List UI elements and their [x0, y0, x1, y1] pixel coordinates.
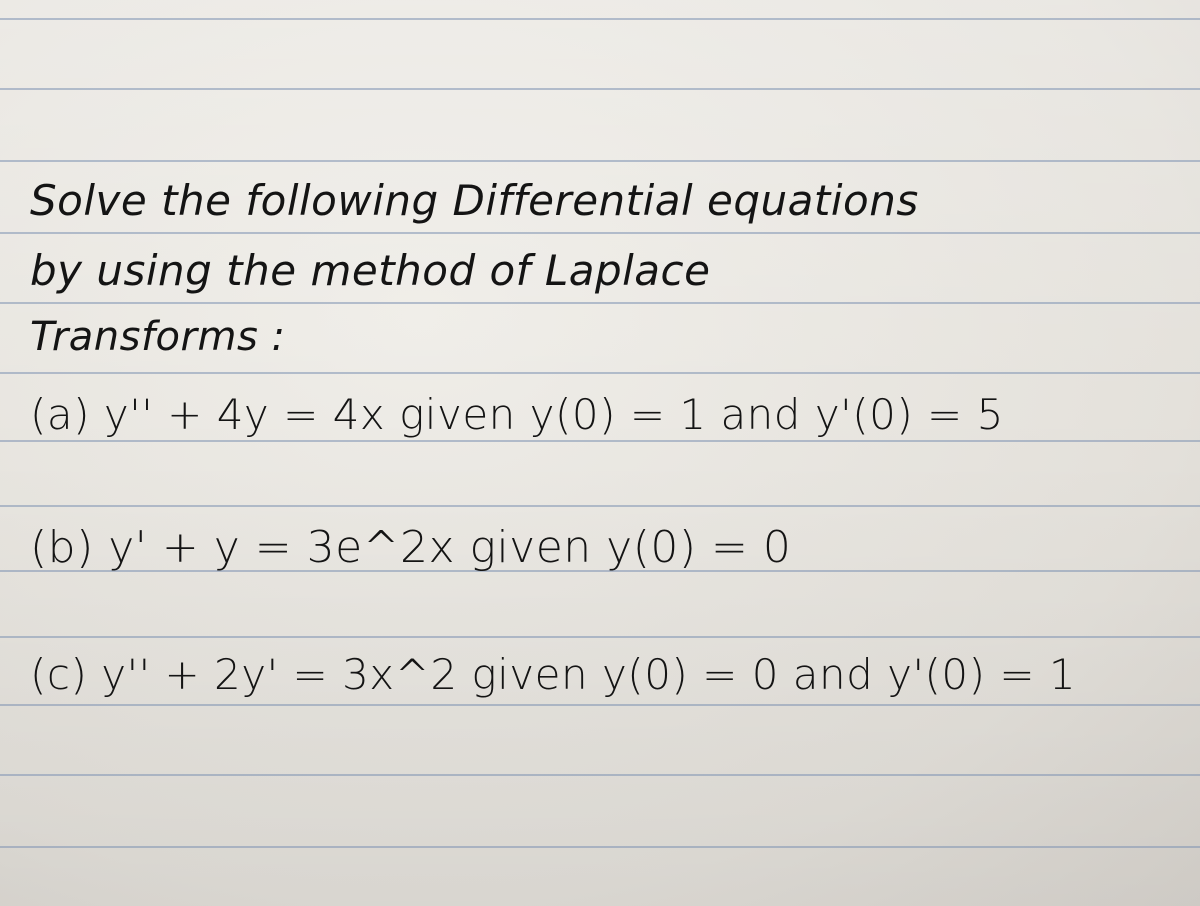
- instruction-line-3: Transforms :: [30, 314, 286, 360]
- ruled-line: [0, 88, 1200, 90]
- instruction-line-2: by using the method of Laplace: [30, 246, 711, 295]
- equation-c: (c) y'' + 2y' = 3x^2 given y(0) = 0 and y'(0) = 1: [30, 650, 1077, 699]
- ruled-line: [0, 636, 1200, 638]
- ruled-line: [0, 846, 1200, 848]
- ruled-line: [0, 704, 1200, 706]
- ruled-line: [0, 774, 1200, 776]
- ruled-line: [0, 505, 1200, 507]
- ruled-line: [0, 18, 1200, 20]
- ruled-line: [0, 440, 1200, 442]
- instruction-line-1: Solve the following Differential equations: [30, 176, 919, 225]
- ruled-line: [0, 302, 1200, 304]
- ruled-line: [0, 372, 1200, 374]
- equation-b: (b) y' + y = 3e^2x given y(0) = 0: [30, 522, 792, 573]
- equation-a: (a) y'' + 4y = 4x given y(0) = 1 and y'(0) = 5: [30, 390, 1004, 439]
- ruled-line: [0, 160, 1200, 162]
- ruled-line: [0, 232, 1200, 234]
